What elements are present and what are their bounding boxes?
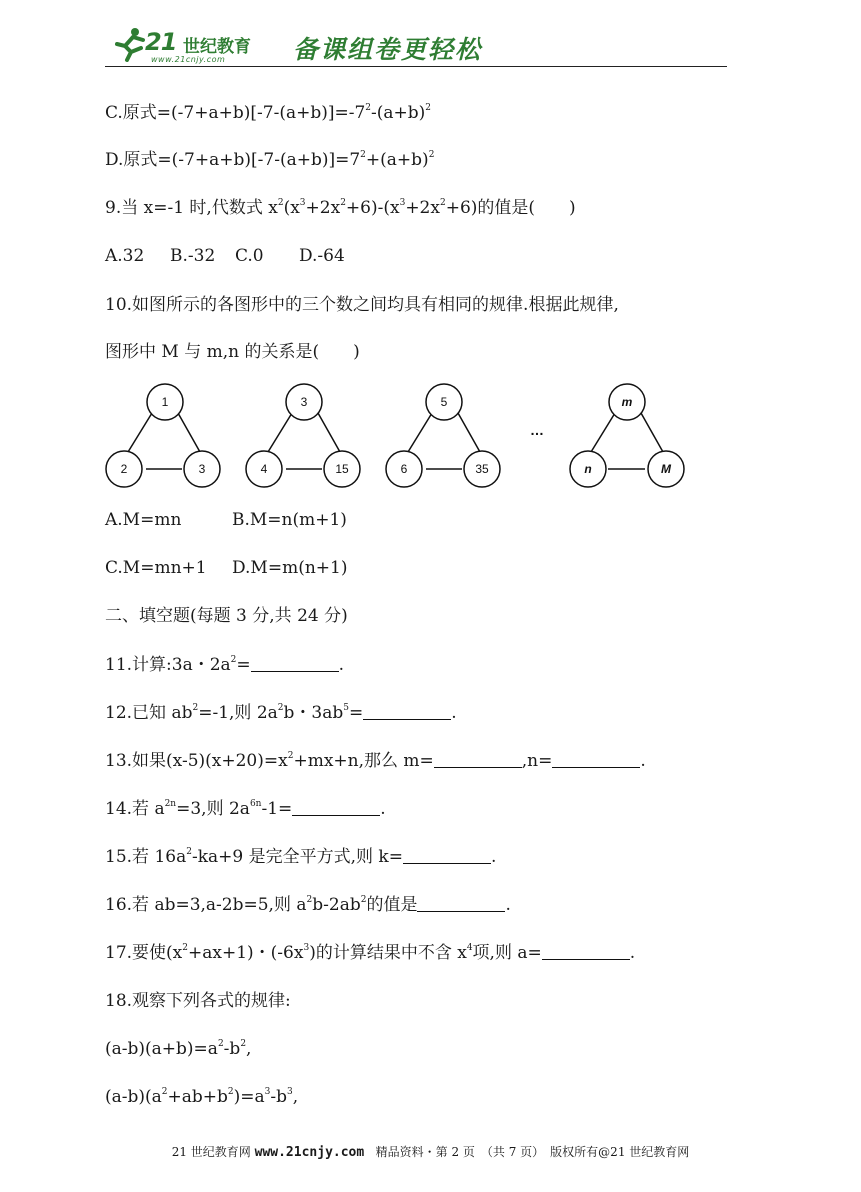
header-slogan: 备课组卷更轻松	[293, 35, 483, 64]
question-15: 15.若 $16a^2-ka+9$ 是完全平方式,则 k= .	[105, 847, 497, 867]
fig4-top: m	[621, 395, 633, 409]
page-header	[105, 22, 727, 70]
answer-blank[interactable]	[292, 799, 380, 816]
option-d-line: D.原式$=(-7+a+b)[-7-(a+b)]=7^2+(a+b)^2$	[105, 150, 435, 170]
q9-option-b: B.-32	[170, 246, 216, 266]
answer-blank[interactable]	[403, 847, 491, 864]
question-11: 11.计算:3a・$2a^2=$ .	[105, 655, 345, 675]
fig1-right: 3	[198, 462, 206, 476]
question-13: 13.如果$(x-5)(x+20)=x^2+mx+n$,那么 m= ,n= .	[105, 751, 646, 771]
answer-blank-m[interactable]	[434, 751, 522, 768]
question-12: 12.已知 $ab^2=-1$,则 $2a^2b$・$3ab^5=$ .	[105, 703, 457, 723]
q9-option-d: D.-64	[299, 246, 345, 266]
q10-option-d: D.M=m(n+1)	[232, 558, 348, 578]
question-14: 14.若 $a^{2n}=3$,则 $2a^{6n}-1=$ .	[105, 799, 386, 819]
triangle-figures	[0, 380, 861, 495]
question-10-line2: 图形中 M 与 m,n 的关系是( )	[105, 342, 360, 362]
fig3-top: 5	[440, 395, 448, 409]
fig4-right: M	[661, 462, 671, 476]
question-9-options	[105, 245, 345, 267]
fig3-left: 6	[400, 462, 408, 476]
q9-option-c: C.0	[235, 246, 264, 266]
logo-name: 世纪教育	[183, 37, 251, 57]
answer-blank-n[interactable]	[552, 751, 640, 768]
question-10-options-cd	[105, 557, 347, 579]
question-10-line1: 10.如图所示的各图形中的三个数之间均具有相同的规律.根据此规律,	[105, 295, 619, 315]
equation-2: $(a-b)(a^2+ab+b^2)=a^3-b^3$,	[105, 1087, 299, 1107]
q10-option-b: B.M=n(m+1)	[232, 510, 347, 530]
q10-option-a: A.M=mn	[105, 510, 182, 530]
answer-blank[interactable]	[542, 943, 630, 960]
figures-ellipsis: …	[530, 422, 544, 438]
fig1-left: 2	[120, 462, 128, 476]
question-10-options-ab	[105, 509, 347, 531]
fig4-left: n	[584, 462, 592, 476]
footer-site: 21 世纪教育网	[171, 1145, 251, 1159]
logo-number: 21	[145, 28, 177, 56]
q9-option-a: A.32	[105, 246, 145, 266]
option-c-line: C.原式$=(-7+a+b)[-7-(a+b)]=-7^2-(a+b)^2$	[105, 103, 432, 123]
q10-option-c: C.M=mn+1	[105, 558, 207, 578]
fig2-right: 15	[335, 462, 349, 476]
page-footer	[0, 1143, 861, 1160]
answer-blank[interactable]	[417, 895, 505, 912]
question-17: 17.要使$(x^2+ax+1)$・$(-6x^3)$的计算结果中不含 $x^4$项,则 a= .	[105, 943, 636, 963]
fig2-left: 4	[260, 462, 268, 476]
runner-logo-icon	[113, 26, 147, 62]
question-18: 18.观察下列各式的规律:	[105, 991, 291, 1011]
answer-blank[interactable]	[363, 703, 451, 720]
answer-blank[interactable]	[251, 655, 339, 672]
question-9: 9.当 x=-1 时,代数式 $x^2(x^3+2x^2+6)-(x^3+2x^2+6)$的值是( )	[105, 198, 576, 218]
fig2-top: 3	[300, 395, 308, 409]
footer-url[interactable]: www.21cnjy.com	[254, 1145, 365, 1160]
footer-desc: 精品资料・第 2 页 （共 7 页） 版权所有@21 世纪教育网	[375, 1145, 690, 1159]
equation-1: $(a-b)(a+b)=a^2-b^2$,	[105, 1039, 252, 1059]
fig1-top: 1	[161, 395, 169, 409]
fig3-right: 35	[475, 462, 489, 476]
section-2-heading: 二、填空题(每题 3 分,共 24 分)	[105, 606, 348, 626]
logo-url: www.21cnjy.com	[151, 55, 226, 64]
header-rule	[105, 66, 727, 67]
question-16: 16.若 ab=3,a-2b=5,则 $a^2b-2ab^2$的值是 .	[105, 895, 511, 915]
